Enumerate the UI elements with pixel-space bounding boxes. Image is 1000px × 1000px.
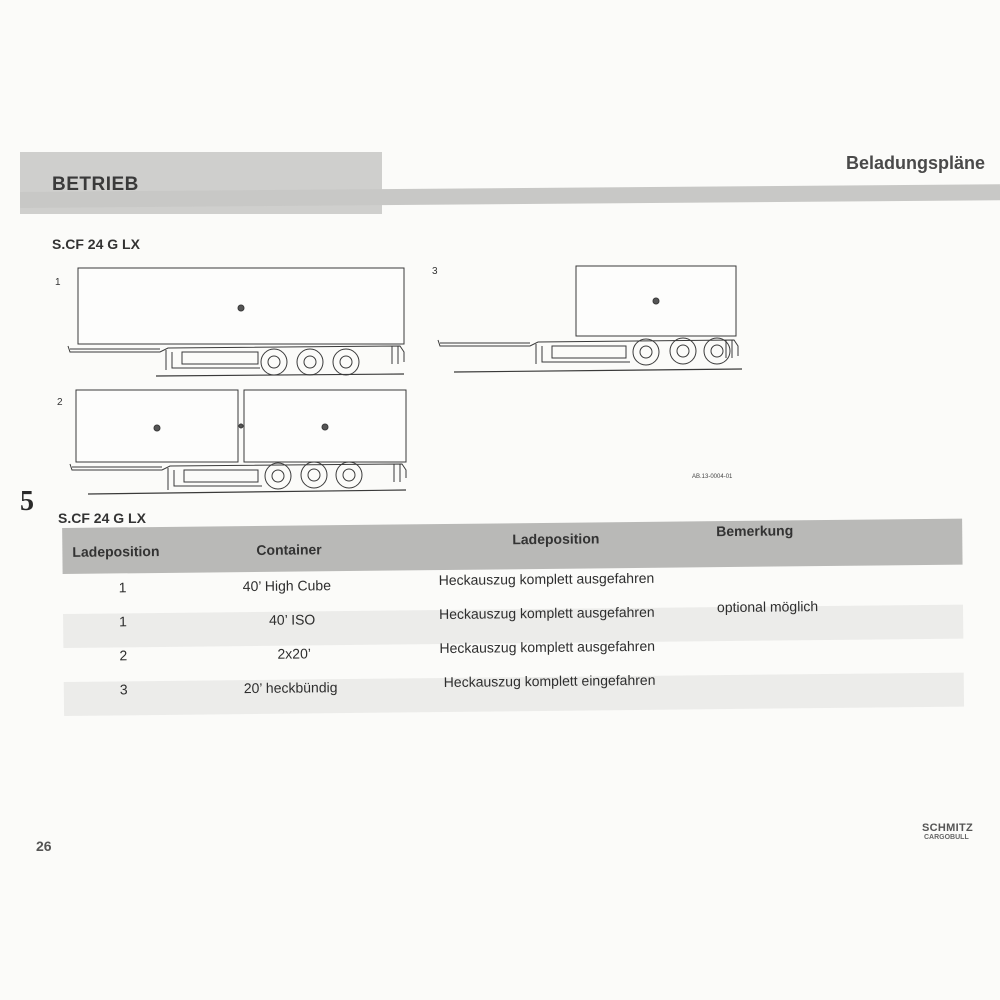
table-cell-loading: Heckauszug komplett ausgefahren <box>438 569 655 589</box>
document-title: Beladungspläne <box>846 153 986 173</box>
table-cell-loading: Heckauszug komplett ausgefahren <box>438 603 655 623</box>
brand-logo <box>922 822 1000 850</box>
table-cell-loading: Heckauszug komplett ausgefahren <box>439 637 656 657</box>
drawing-reference: AB.13-0004-01 <box>692 474 733 480</box>
col-header-ladeposition-2: Ladeposition <box>512 530 600 548</box>
figure-label-3: 3 <box>432 266 438 277</box>
col-header-bemerkung: Bemerkung <box>716 522 794 540</box>
figure-label-2: 2 <box>57 397 63 408</box>
trailer-drawing-2 <box>70 390 406 494</box>
table-cell-container: 40’ ISO <box>269 611 316 628</box>
figure-model-label: S.CF 24 G LX <box>52 236 140 252</box>
chapter-number: 5 <box>20 486 34 517</box>
col-header-container: Container <box>256 541 322 558</box>
table-cell-loading: Heckauszug komplett eingefahren <box>443 671 656 691</box>
table-cell-remark: optional möglich <box>716 598 819 616</box>
trailer-drawing-3 <box>438 266 742 372</box>
table-cell-position: 2 <box>119 647 128 664</box>
table-cell-position: 3 <box>119 681 128 698</box>
page-number: 26 <box>36 838 52 854</box>
section-title: BETRIEB <box>52 174 139 195</box>
brand-name: SCHMITZ <box>922 822 973 834</box>
table-cell-container: 20’ heckbündig <box>243 679 338 697</box>
table-cell-container: 2x20’ <box>277 645 312 662</box>
trailer-drawing-1 <box>68 268 404 376</box>
table-cell-position: 1 <box>118 579 127 596</box>
col-header-ladeposition: Ladeposition <box>72 542 160 560</box>
loading-table <box>62 507 964 706</box>
table-model-label: S.CF 24 G LX <box>58 510 146 526</box>
table-cell-container: 40’ High Cube <box>242 577 332 595</box>
table-cell-position: 1 <box>119 613 127 630</box>
brand-subname: CARGOBULL <box>924 834 969 841</box>
figure-label-1: 1 <box>55 277 61 288</box>
